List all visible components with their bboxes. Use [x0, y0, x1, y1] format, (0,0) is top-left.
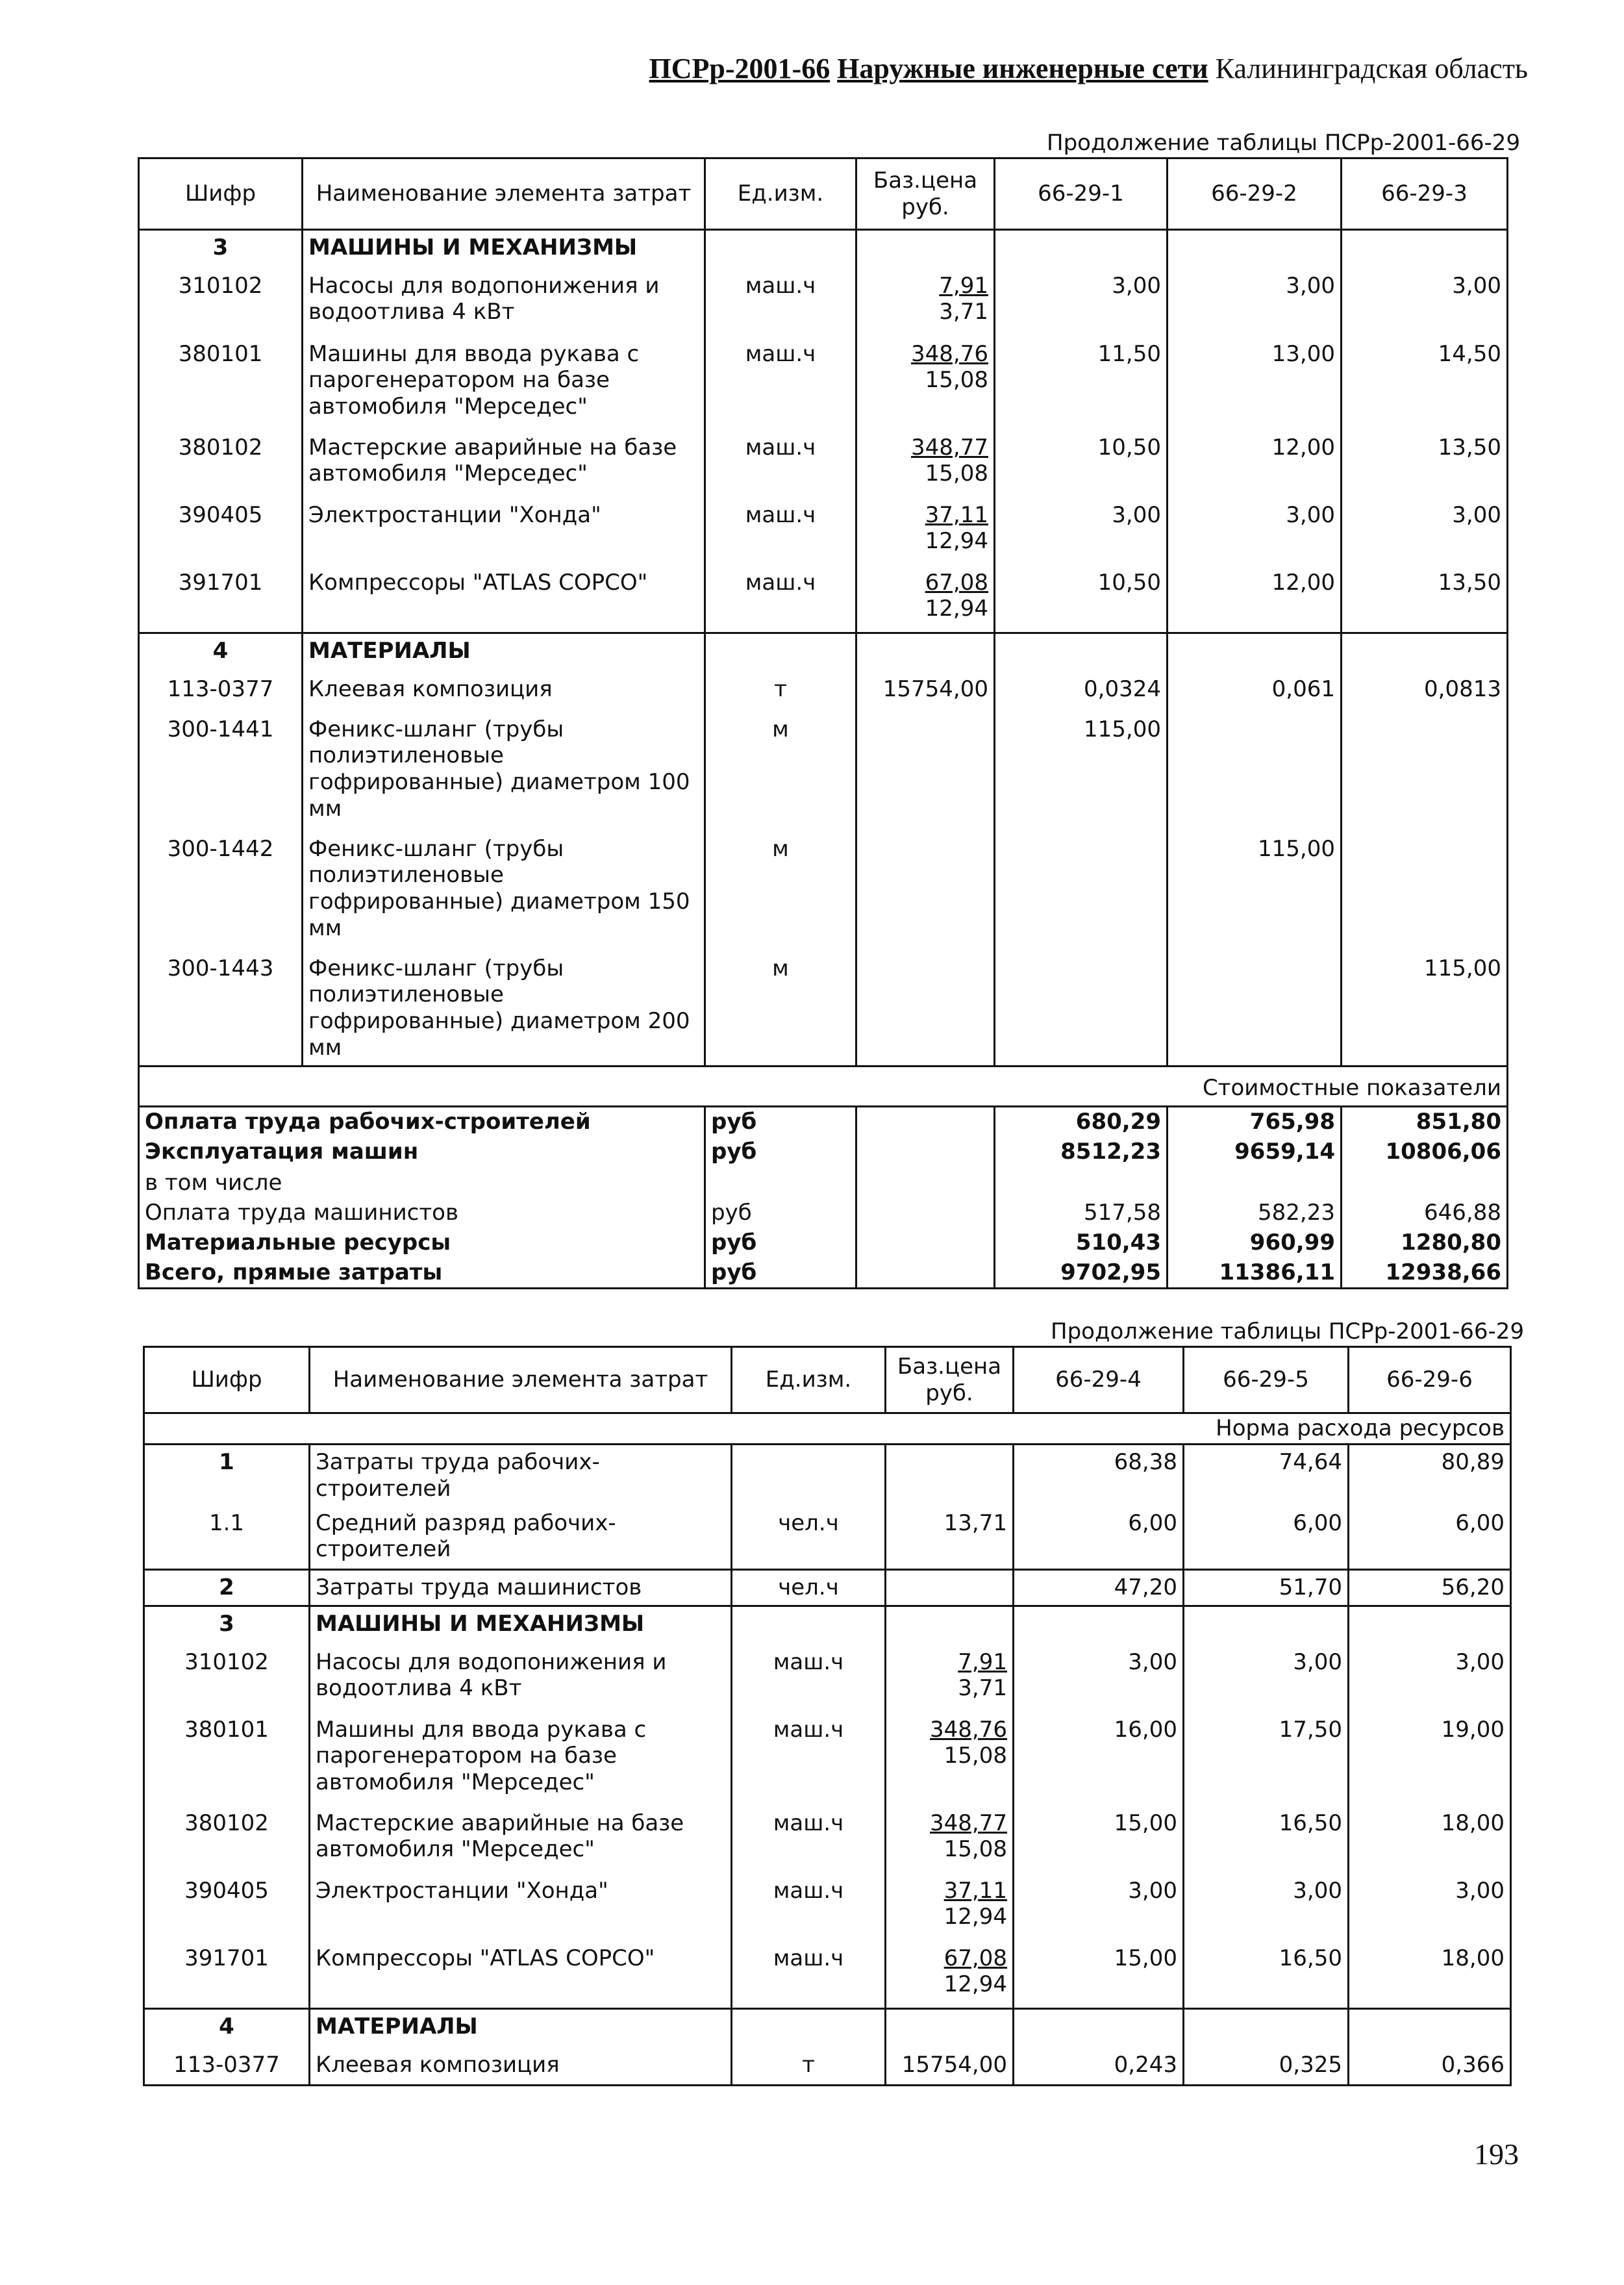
table-row: 113-0377 Клеевая композиция т 15754,00 0,243 0,325 0,366 — [144, 2048, 1511, 2086]
section-number: 3 — [144, 1606, 310, 1645]
header-code: ПСРр-2001-66 — [649, 53, 831, 84]
col-price-header: Баз.цена руб. — [886, 1347, 1014, 1413]
cost-row: Оплата труда рабочих-строителей руб 680,29 765,98 851,80 — [139, 1106, 1508, 1137]
col-norm-1-header: 66-29-1 — [995, 158, 1168, 230]
table-row: 380101 Машины для ввода рукава с парогенератором на базе автомобиля "Мерседес" маш.ч 348,76 15,08 16,00 17,50 19,00 — [144, 1713, 1511, 1806]
table-row: 391701 Компрессоры "ATLAS COPCO" маш.ч 67,08 12,94 10,50 12,00 13,50 — [139, 566, 1508, 633]
table-row: 380101 Машины для ввода рукава с парогенератором на базе автомобиля "Мерседес" маш.ч 348,76 15,08 11,50 13,00 14,50 — [139, 337, 1508, 431]
resource-table-2 — [143, 1346, 1512, 2086]
col-norm-6-header: 66-29-6 — [1349, 1347, 1511, 1413]
table-row: 310102 Насосы для водопонижения и водоотлива 4 кВт маш.ч 7,91 3,71 3,00 3,00 3,00 — [139, 269, 1508, 337]
table-row: 300-1442 Феникс-шланг (трубы полиэтиленовые гофрированные) диаметром 150 мм м 115,00 — [139, 832, 1508, 952]
cost-row: Оплата труда машинистов руб 517,58 582,23 646,88 — [139, 1198, 1508, 1228]
section-title: МАТЕРИАЛЫ — [303, 633, 705, 672]
section-title: МАТЕРИАЛЫ — [310, 2009, 732, 2048]
table-row: 113-0377 Клеевая композиция т 15754,00 0,0324 0,061 0,0813 — [139, 672, 1508, 713]
table-row: 300-1443 Феникс-шланг (трубы полиэтиленовые гофрированные) диаметром 200 мм м 115,00 — [139, 952, 1508, 1067]
section-number: 4 — [139, 633, 303, 672]
header-title: Наружные инженерные сети — [837, 53, 1208, 84]
table-row: 380102 Мастерские аварийные на базе автомобиля "Мерседес" маш.ч 348,77 15,08 15,00 16,50 18,00 — [144, 1806, 1511, 1874]
col-code-header: Шифр — [144, 1347, 310, 1413]
table-continuation-caption: Продолжение таблицы ПСРр-2001-66-29 — [1047, 130, 1521, 156]
cost-row: Всего, прямые затраты руб 9702,95 11386,11 12938,66 — [139, 1258, 1508, 1288]
page-header — [649, 52, 1528, 85]
table-continuation-caption: Продолжение таблицы ПСРр-2001-66-29 — [1051, 1319, 1525, 1344]
cost-row: в том числе — [139, 1168, 1508, 1198]
table-row: 2 Затраты труда машинистов чел.ч 47,20 51,70 56,20 — [144, 1570, 1511, 1606]
resource-table-1 — [138, 157, 1508, 1289]
col-unit-header: Ед.изм. — [732, 1347, 886, 1413]
section-title: МАШИНЫ И МЕХАНИЗМЫ — [303, 230, 705, 269]
col-name-header: Наименование элемента затрат — [310, 1347, 732, 1413]
table-row: 300-1441 Феникс-шланг (трубы полиэтиленовые гофрированные) диаметром 100 мм м 115,00 — [139, 713, 1508, 832]
cost-caption: Стоимостные показатели — [139, 1066, 1508, 1106]
table-row: 380102 Мастерские аварийные на базе автомобиля "Мерседес" маш.ч 348,77 15,08 10,50 12,00 13,50 — [139, 431, 1508, 498]
col-norm-4-header: 66-29-4 — [1014, 1347, 1184, 1413]
col-unit-header: Ед.изм. — [705, 158, 856, 230]
col-norm-2-header: 66-29-2 — [1168, 158, 1342, 230]
col-norm-3-header: 66-29-3 — [1342, 158, 1508, 230]
norm-caption: Норма расхода ресурсов — [144, 1413, 1511, 1445]
col-price-header: Баз.цена руб. — [856, 158, 995, 230]
cost-row: Эксплуатация машин руб 8512,23 9659,14 10806,06 — [139, 1137, 1508, 1168]
page-number: 193 — [1474, 2138, 1519, 2171]
col-name-header: Наименование элемента затрат — [303, 158, 705, 230]
cost-row: Материальные ресурсы руб 510,43 960,99 1280,80 — [139, 1228, 1508, 1258]
header-region: Калининградская область — [1215, 53, 1528, 84]
col-code-header: Шифр — [139, 158, 303, 230]
col-norm-5-header: 66-29-5 — [1184, 1347, 1349, 1413]
table-row: 390405 Электростанции "Хонда" маш.ч 37,11 12,94 3,00 3,00 3,00 — [139, 498, 1508, 566]
table-row: 390405 Электростанции "Хонда" маш.ч 37,11 12,94 3,00 3,00 3,00 — [144, 1874, 1511, 1941]
section-title: МАШИНЫ И МЕХАНИЗМЫ — [310, 1606, 732, 1645]
table-row: 1.1 Средний разряд рабочих-строителей чел.ч 13,71 6,00 6,00 6,00 — [144, 1506, 1511, 1570]
section-number: 4 — [144, 2009, 310, 2048]
table-row: 310102 Насосы для водопонижения и водоотлива 4 кВт маш.ч 7,91 3,71 3,00 3,00 3,00 — [144, 1645, 1511, 1713]
table-row: 391701 Компрессоры "ATLAS COPCO" маш.ч 67,08 12,94 15,00 16,50 18,00 — [144, 1941, 1511, 2009]
table-row: 1 Затраты труда рабочих-строителей 68,38 74,64 80,89 — [144, 1445, 1511, 1506]
section-number: 3 — [139, 230, 303, 269]
